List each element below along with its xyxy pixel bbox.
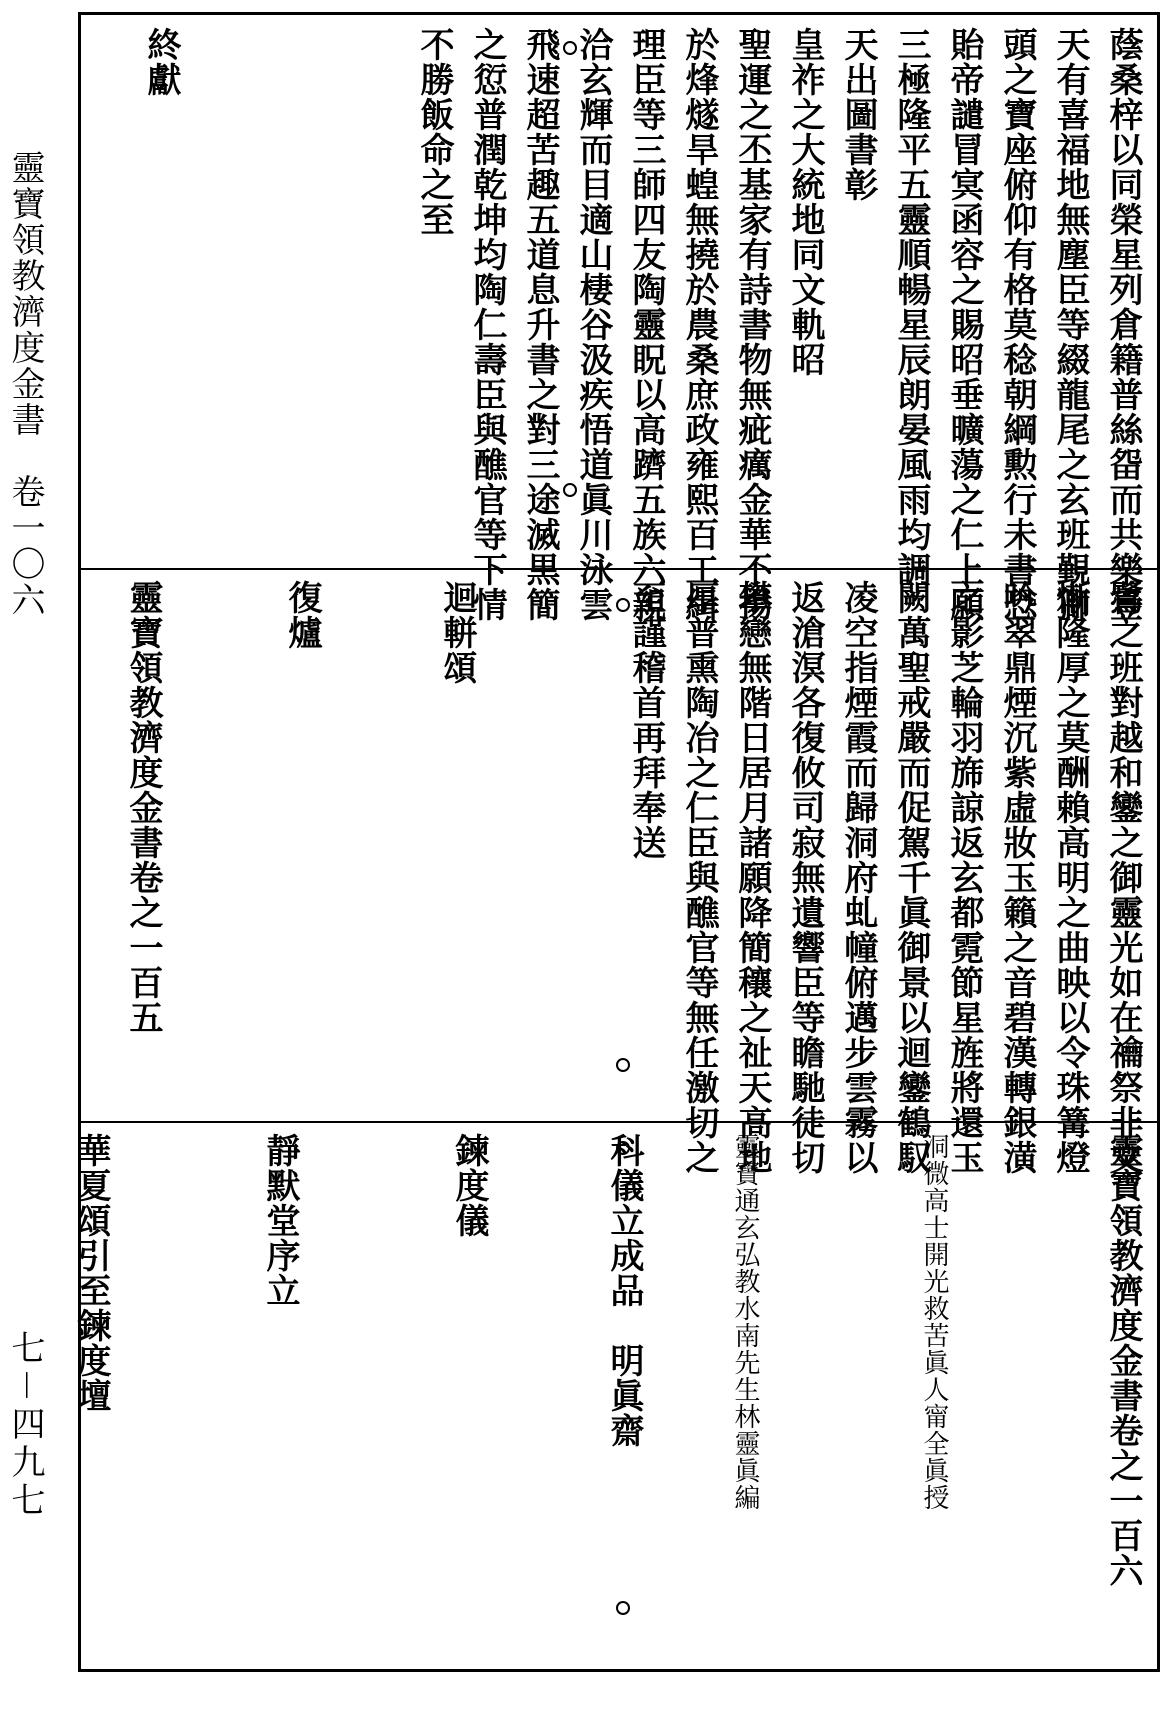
text-column: 不勝飯命之至 [414, 27, 454, 237]
text-column: 至謹稽首再拜奉送 [626, 580, 666, 860]
register-middle [81, 568, 1157, 1175]
text-column: 華夏頌引至鍊度壇 [71, 1133, 111, 1413]
text-column: 凌空指煙霞而歸洞府虬幢俯邁步雲霧以 [838, 580, 878, 1175]
text-column: 攀戀無階日居月諸願降簡穰之祉天高地 [732, 580, 772, 1175]
text-column: 靜默堂序立 [260, 1133, 300, 1308]
section-heading: 科儀立成品 明眞齋 [604, 1133, 644, 1448]
text-column: 於烽燧旱蝗無撓於農桑庶政雍熙百工緝 [679, 27, 719, 622]
text-column: 天有喜福地無塵臣等綴龍尾之玄班覲獅 [1050, 27, 1090, 622]
text-columns [116, 580, 1149, 1175]
text-column: 慚隆厚之莫酬賴高明之曲映以令珠篝燈 [1050, 580, 1090, 1175]
text-column: 洽玄輝而目適山棲谷汲疾悟道眞川泳雲 [573, 27, 613, 622]
chapter-end-title: 靈寶領教濟度金書卷之一百五 [123, 580, 163, 1035]
page-frame [71, 12, 1160, 1672]
text-column: 厚普熏陶冶之仁臣與醮官等無任激切之 [679, 580, 719, 1175]
text-column: 終獻 [141, 27, 181, 97]
text-column: 之愆普潤乾坤均陶仁壽臣與醮官等下情 [467, 27, 507, 622]
text-column: 迴軿頌 [437, 580, 477, 685]
author-line: 洞微高士開光救苦眞人甯全眞授 [919, 1133, 949, 1511]
chapter-title: 靈寶領教濟度金書卷之一百六 [1103, 1133, 1143, 1588]
text-column: 理臣等三師四友陶靈眖以高躋五族六親 [626, 27, 666, 622]
text-column: 皇祚之大統地同文軌昭 [785, 27, 825, 377]
text-column [0, 27, 134, 555]
text-column: 復爐 [282, 580, 322, 650]
text-column: 蔭桑梓以同榮星列倉籍普絲㽜而共樂壹 [1103, 27, 1143, 622]
text-column: 飛速超苦趣五道息升書之對三途滅黒簡 [520, 27, 560, 622]
margin-page-number: 七－四九七 [5, 1330, 45, 1520]
margin-book-title: 靈寶領教濟度金書 卷一〇六 [5, 150, 45, 618]
text-column: 吟翠鼎煙沉紫虛妝玉籟之音碧漢轉銀潢 [997, 580, 1037, 1175]
text-column: 之影芝輪羽旆諒返玄都霓節星旌將還玉 [944, 580, 984, 1175]
text-columns [0, 1133, 1149, 1651]
text-column: 闕萬聖戒嚴而促駕千眞御景以迴鑾鶴馭 [891, 580, 931, 1175]
text-column: 三極隆平五靈順暢星辰朗晏風雨均調 [891, 27, 931, 587]
text-column: 貽帝譴冒㝠函容之賜昭垂曠蕩之仁上願 [944, 27, 984, 622]
text-column: 聖運之丕基家有詩書物無疵癘金華不揚 [732, 27, 772, 622]
register-bottom [71, 1121, 1157, 1671]
text-column [0, 1133, 64, 1651]
author-line: 靈寶通玄弘教水南先生林靈眞編 [730, 1133, 760, 1511]
text-column: 頭之寶座俯仰有格莫稔朝綱勲行未書恐 [997, 27, 1037, 622]
text-column: 鷺之班對越和鑾之御靈光如在禴祭非文 [1103, 580, 1143, 1175]
text-column: 返滄溟各復攸司寂無遺響臣等瞻馳徒切 [785, 580, 825, 1175]
text-column: 鍊度儀 [449, 1133, 489, 1238]
text-column: 天出圖書彰 [838, 27, 878, 202]
